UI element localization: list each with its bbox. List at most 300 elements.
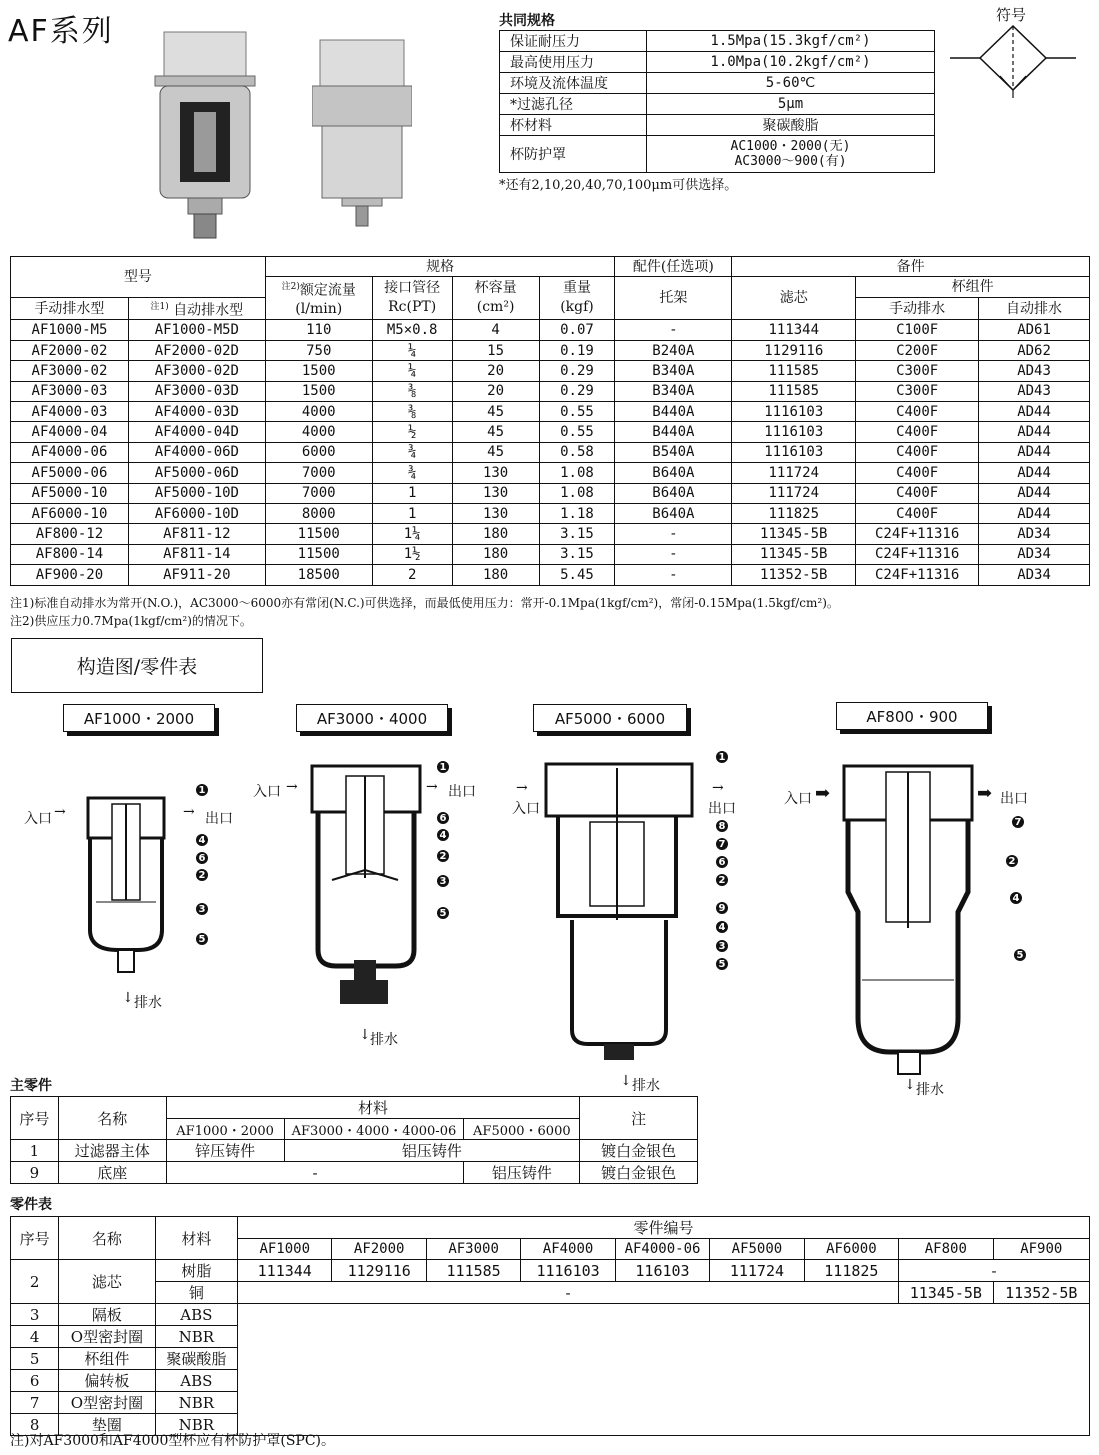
table-cell: C400F	[856, 442, 979, 462]
cell-no: 8	[11, 1414, 59, 1436]
spec-key: 杯防护罩	[500, 136, 647, 173]
table-cell: -	[615, 565, 732, 585]
main-parts-heading: 主零件	[10, 1078, 52, 1094]
header-name: 名称	[58, 1097, 166, 1140]
table-cell: 1	[372, 483, 452, 503]
callout-badge: 3	[716, 940, 728, 952]
header-auto-label: 自动排水型	[173, 302, 244, 319]
table-cell: C300F	[856, 381, 979, 401]
table-cell: 20	[452, 381, 539, 401]
diagram-af3000-4000	[310, 762, 440, 1024]
table-cell: AD44	[979, 422, 1090, 442]
spec-value: 聚碳酸脂	[647, 115, 935, 136]
table-cell: 11345-5B	[732, 524, 856, 544]
table-cell: 111585	[732, 361, 856, 381]
table-cell: 3.15	[539, 544, 615, 564]
table-cell: AD34	[979, 565, 1090, 585]
model-spec-table	[10, 256, 1090, 586]
diagram-model-label: AF3000・4000	[296, 704, 448, 732]
table-cell: AD43	[979, 361, 1090, 381]
note-1: 注1)标准自动排水为常开(N.O.)，AC3000～6000亦有常闭(N.C.)可供选择，而最低使用压力：常开-0.1Mpa(1kgf/cm²)，常闭-0.15Mpa(1.5kgf/cm²)。	[10, 596, 839, 610]
callout-badge: 6	[716, 856, 728, 868]
product-photo-auto-drain	[312, 38, 412, 233]
table-cell: AF800-12	[11, 524, 129, 544]
cell-no: 6	[11, 1370, 59, 1392]
table-cell: 1	[372, 503, 452, 523]
cell-partno: -	[238, 1282, 899, 1304]
table-cell: AD44	[979, 463, 1090, 483]
spec-value-line: AC1000・2000(无)	[730, 139, 851, 154]
diagram-af800-900	[840, 762, 980, 1078]
common-specs-table	[499, 30, 935, 173]
cell-partno: -	[899, 1260, 1090, 1282]
table-cell: C24F+11316	[856, 544, 979, 564]
table-cell: AD44	[979, 402, 1090, 422]
cell-name: 滤芯	[59, 1260, 155, 1304]
table-cell: 0.07	[539, 320, 615, 340]
header-model: AF2000	[332, 1239, 426, 1260]
cell-partno: 111724	[710, 1260, 804, 1282]
arrow-right-icon: →	[286, 779, 298, 795]
table-cell: 45	[452, 422, 539, 442]
table-cell: C400F	[856, 503, 979, 523]
table-cell: AF6000-10D	[128, 503, 265, 523]
callout-badge: 4	[716, 921, 728, 933]
arrow-right-icon: ➡	[977, 783, 993, 804]
header-flow-label: 额定流量	[299, 282, 356, 299]
table-cell: 4000	[265, 402, 372, 422]
spec-row	[500, 115, 935, 136]
table-cell: ¾	[372, 463, 452, 483]
table-cell: AF6000-10	[11, 503, 129, 523]
spec-key: *过滤孔径	[500, 94, 647, 115]
outlet-label: 出口	[448, 784, 476, 800]
arrow-right-icon: ➡	[815, 783, 831, 804]
table-cell: AD34	[979, 544, 1090, 564]
outlet-label: 出口	[205, 811, 233, 827]
table-cell: AF3000-03	[11, 381, 129, 401]
diagram-af1000-2000	[60, 790, 190, 980]
table-cell: 110	[265, 320, 372, 340]
diagram-af5000-6000	[544, 760, 694, 1070]
cell-material: NBR	[155, 1326, 237, 1348]
table-cell: AD44	[979, 442, 1090, 462]
table-cell: C400F	[856, 463, 979, 483]
table-cell: 11500	[265, 544, 372, 564]
table-cell: 111825	[732, 503, 856, 523]
header-model: AF4000	[521, 1239, 615, 1260]
arrow-down-icon: ↓	[904, 1077, 916, 1093]
table-cell: C400F	[856, 402, 979, 422]
product-photo-manual-drain	[150, 30, 260, 242]
table-cell: B640A	[615, 483, 732, 503]
arrow-right-icon: →	[712, 780, 724, 796]
table-cell: AF5000-10D	[128, 483, 265, 503]
cell-no: 4	[11, 1326, 59, 1348]
table-cell: 20	[452, 361, 539, 381]
table-row	[11, 1260, 1090, 1282]
spec-value: 5μm	[647, 94, 935, 115]
table-cell: AD44	[979, 503, 1090, 523]
header-flow-unit: (l/min)	[295, 301, 343, 318]
table-cell: B540A	[615, 442, 732, 462]
cell-material: -	[166, 1162, 464, 1184]
table-cell: AF800-14	[11, 544, 129, 564]
header-port	[372, 277, 452, 320]
table-cell: 6000	[265, 442, 372, 462]
table-row	[11, 1282, 1090, 1304]
header-model: AF800	[899, 1239, 993, 1260]
callout-badge: 2	[716, 874, 728, 886]
table-cell: B440A	[615, 402, 732, 422]
table-cell: AF4000-06	[11, 442, 129, 462]
cell-no: 9	[11, 1162, 59, 1184]
table-cell: C100F	[856, 320, 979, 340]
inlet-label: 入口	[512, 801, 540, 817]
spec-notes	[10, 594, 839, 630]
table-cell: AF4000-03	[11, 402, 129, 422]
header-manual: 手动排水型	[11, 297, 129, 320]
header-spare: 备件	[732, 257, 1090, 277]
table-cell: 1.18	[539, 503, 615, 523]
table-cell: 1116103	[732, 422, 856, 442]
cell-partno: 111344	[238, 1260, 332, 1282]
table-cell: C200F	[856, 340, 979, 360]
table-cell: 0.29	[539, 361, 615, 381]
cell-no: 2	[11, 1260, 59, 1304]
table-cell: AF4000-04D	[128, 422, 265, 442]
table-row	[11, 1140, 698, 1162]
table-row	[11, 463, 1090, 483]
arrow-down-icon: ↓	[620, 1073, 632, 1089]
table-cell: C24F+11316	[856, 565, 979, 585]
table-cell: 180	[452, 524, 539, 544]
callout-badge: 5	[716, 958, 728, 970]
cell-name: O型密封圈	[59, 1392, 155, 1414]
table-row	[11, 422, 1090, 442]
table-cell: B640A	[615, 463, 732, 483]
inlet-label: 入口	[784, 791, 812, 807]
outlet-label: 出口	[708, 801, 736, 817]
header-spec: 规格	[265, 257, 615, 277]
callout-badge: 2	[1006, 855, 1018, 867]
header-auto-drain: 自动排水	[979, 297, 1090, 320]
table-cell: B240A	[615, 340, 732, 360]
cell-name: 过滤器主体	[58, 1140, 166, 1162]
spec-row	[500, 73, 935, 94]
footnote: 注)对AF3000和AF4000型杯应有杯防护罩(SPC)。	[10, 1433, 336, 1449]
table-cell: AF900-20	[11, 565, 129, 585]
cell-name: 垫圈	[59, 1414, 155, 1436]
table-cell: 130	[452, 503, 539, 523]
main-parts-table	[10, 1096, 698, 1184]
table-cell: 1½	[372, 544, 452, 564]
table-cell: 8000	[265, 503, 372, 523]
inlet-label: 入口	[253, 784, 281, 800]
spec-row	[500, 94, 935, 115]
header-model: AF6000	[804, 1239, 898, 1260]
table-row	[11, 402, 1090, 422]
filter-symbol-icon	[948, 22, 1078, 102]
table-cell: 18500	[265, 565, 372, 585]
header-element: 滤芯	[732, 277, 856, 320]
table-cell: 3.15	[539, 524, 615, 544]
table-row	[11, 1162, 698, 1184]
table-cell: ½	[372, 422, 452, 442]
cell-material: 树脂	[155, 1260, 237, 1282]
header-m1: AF1000・2000	[166, 1119, 284, 1140]
table-cell: AF2000-02	[11, 340, 129, 360]
table-cell: 1¼	[372, 524, 452, 544]
table-cell: 7000	[265, 483, 372, 503]
table-cell: 7000	[265, 463, 372, 483]
cell-partno: 1129116	[332, 1260, 426, 1282]
header-no: 序号	[11, 1097, 59, 1140]
table-cell: AF4000-03D	[128, 402, 265, 422]
header-cup-assy: 杯组件	[856, 277, 1090, 297]
cell-partno: 116103	[615, 1260, 709, 1282]
table-cell: B640A	[615, 503, 732, 523]
table-cell: 111724	[732, 463, 856, 483]
arrow-down-icon: ↓	[359, 1027, 371, 1043]
header-no: 序号	[11, 1217, 59, 1260]
parts-heading: 零件表	[10, 1197, 52, 1213]
table-cell: 4000	[265, 422, 372, 442]
spec-key: 保证耐压力	[500, 31, 647, 52]
note-2: 注2)供应压力0.7Mpa(1kgf/cm²)的情况下。	[10, 614, 252, 628]
table-cell: 1.08	[539, 463, 615, 483]
cell-material: NBR	[155, 1392, 237, 1414]
cell-name: 底座	[58, 1162, 166, 1184]
table-cell: AF5000-06D	[128, 463, 265, 483]
header-material: 材料	[155, 1217, 237, 1260]
cell-material: ABS	[155, 1304, 237, 1326]
drain-label: 排水	[916, 1082, 944, 1098]
spec-row	[500, 136, 935, 173]
table-cell: C300F	[856, 361, 979, 381]
table-cell: -	[615, 544, 732, 564]
spec-value-line: AC3000～900(有)	[734, 154, 847, 169]
callout-badge: 8	[716, 820, 728, 832]
header-option: 配件(任选项)	[615, 257, 732, 277]
symbol-label: 符号	[996, 6, 1027, 24]
callout-badge: 9	[716, 902, 728, 914]
table-cell: 180	[452, 565, 539, 585]
table-cell: C400F	[856, 422, 979, 442]
table-cell: 130	[452, 483, 539, 503]
table-cell: AF5000-06	[11, 463, 129, 483]
spec-row	[500, 52, 935, 73]
arrow-right-icon: →	[516, 780, 528, 796]
table-cell: ⅜	[372, 402, 452, 422]
spec-value	[647, 136, 935, 173]
table-cell: AF4000-04	[11, 422, 129, 442]
cell-material: 铝压铸件	[464, 1162, 580, 1184]
table-cell: 1116103	[732, 442, 856, 462]
cell-name: O型密封圈	[59, 1326, 155, 1348]
diagram-model-label: AF1000・2000	[63, 704, 215, 732]
header-model: AF900	[993, 1239, 1089, 1260]
cell-material: 锌压铸件	[166, 1140, 284, 1162]
spec-key: 最高使用压力	[500, 52, 647, 73]
table-cell: AF811-12	[128, 524, 265, 544]
header-weight-label: 重量	[562, 280, 591, 297]
diagram-model-label: AF5000・6000	[533, 704, 687, 732]
callout-badge: 1	[196, 784, 208, 796]
callout-badge: 2	[437, 850, 449, 862]
header-model: AF3000	[426, 1239, 520, 1260]
cell-no: 5	[11, 1348, 59, 1370]
table-cell: ¼	[372, 361, 452, 381]
table-cell: 4	[452, 320, 539, 340]
table-cell: 111344	[732, 320, 856, 340]
header-cup-label: 杯容量	[474, 280, 517, 297]
table-cell: 15	[452, 340, 539, 360]
table-cell: AF5000-10	[11, 483, 129, 503]
cell-material: ABS	[155, 1370, 237, 1392]
header-port-label: 接口管径	[384, 280, 441, 297]
arrow-right-icon: →	[426, 779, 438, 795]
table-cell: B340A	[615, 361, 732, 381]
table-row	[11, 544, 1090, 564]
cell-note: 镀白金银色	[580, 1162, 698, 1184]
table-cell: 1500	[265, 381, 372, 401]
table-cell: AF3000-02	[11, 361, 129, 381]
callout-badge: 7	[1012, 816, 1024, 828]
table-row	[11, 320, 1090, 340]
table-cell: AF911-20	[128, 565, 265, 585]
cell-material: 铜	[155, 1282, 237, 1304]
header-flow-note: 注2)	[281, 281, 300, 292]
table-cell: 2	[372, 565, 452, 585]
callout-badge: 5	[196, 933, 208, 945]
header-auto-note: 注1)	[150, 301, 169, 312]
arrow-down-icon: ↓	[122, 990, 134, 1006]
table-cell: ⅜	[372, 381, 452, 401]
table-cell: B340A	[615, 381, 732, 401]
table-row	[11, 361, 1090, 381]
header-weight-unit: (kgf)	[560, 299, 594, 316]
table-cell: 111585	[732, 381, 856, 401]
page-title: AF系列	[8, 14, 114, 49]
table-row	[11, 1304, 1090, 1326]
drain-label: 排水	[632, 1078, 660, 1094]
table-cell: 111724	[732, 483, 856, 503]
header-name: 名称	[59, 1217, 155, 1260]
header-cup	[452, 277, 539, 320]
table-cell: 180	[452, 544, 539, 564]
table-row	[11, 483, 1090, 503]
table-cell: C24F+11316	[856, 524, 979, 544]
header-weight	[539, 277, 615, 320]
table-cell: 0.55	[539, 422, 615, 442]
header-material: 材料	[166, 1097, 580, 1119]
inlet-label: 入口	[24, 811, 52, 827]
cell-name: 隔板	[59, 1304, 155, 1326]
cell-no: 3	[11, 1304, 59, 1326]
header-model: AF4000-06	[615, 1239, 709, 1260]
table-cell: 130	[452, 463, 539, 483]
empty-area	[238, 1304, 1090, 1436]
table-cell: ¼	[372, 340, 452, 360]
cell-no: 7	[11, 1392, 59, 1414]
cell-note: 镀白金银色	[580, 1140, 698, 1162]
callout-badge: 7	[716, 838, 728, 850]
common-specs-heading: 共同规格	[499, 13, 555, 29]
header-port-unit: Rc(PT)	[388, 299, 437, 316]
cell-partno: 11352-5B	[993, 1282, 1089, 1304]
table-cell: -	[615, 524, 732, 544]
cell-material: 铝压铸件	[284, 1140, 580, 1162]
cell-partno: 111825	[804, 1260, 898, 1282]
spec-value: 5-60℃	[647, 73, 935, 94]
table-cell: AD44	[979, 483, 1090, 503]
callout-badge: 2	[196, 869, 208, 881]
cell-partno: 111585	[426, 1260, 520, 1282]
table-cell: AF1000-M5D	[128, 320, 265, 340]
callout-badge: 3	[437, 875, 449, 887]
drain-label: 排水	[370, 1032, 398, 1048]
table-cell: AD61	[979, 320, 1090, 340]
table-cell: 1116103	[732, 402, 856, 422]
callout-badge: 1	[437, 761, 449, 773]
callout-badge: 1	[716, 751, 728, 763]
header-model: AF5000	[710, 1239, 804, 1260]
callout-badge: 4	[196, 834, 208, 846]
table-cell: AD34	[979, 524, 1090, 544]
callout-badge: 6	[196, 852, 208, 864]
arrow-right-icon: →	[54, 804, 66, 820]
cell-name: 偏转板	[59, 1370, 155, 1392]
table-cell: 750	[265, 340, 372, 360]
callout-badge: 4	[437, 829, 449, 841]
callout-badge: 5	[437, 907, 449, 919]
arrow-right-icon: →	[183, 804, 195, 820]
cell-name: 杯组件	[59, 1348, 155, 1370]
table-cell: 11345-5B	[732, 544, 856, 564]
table-cell: AD43	[979, 381, 1090, 401]
header-partno: 零件编号	[238, 1217, 1090, 1239]
cell-material: NBR	[155, 1414, 237, 1436]
header-manual-drain: 手动排水	[856, 297, 979, 320]
table-cell: 1500	[265, 361, 372, 381]
header-m3: AF5000・6000	[464, 1119, 580, 1140]
table-row	[11, 340, 1090, 360]
table-cell: M5×0.8	[372, 320, 452, 340]
table-cell: 11500	[265, 524, 372, 544]
spec-value: 1.0Mpa(10.2kgf/cm²)	[647, 52, 935, 73]
table-cell: -	[615, 320, 732, 340]
table-cell: 45	[452, 402, 539, 422]
spec-value: 1.5Mpa(15.3kgf/cm²)	[647, 31, 935, 52]
table-cell: AF3000-02D	[128, 361, 265, 381]
diagram-model-label: AF800・900	[836, 702, 988, 730]
table-cell: 1129116	[732, 340, 856, 360]
table-cell: AF3000-03D	[128, 381, 265, 401]
table-row	[11, 524, 1090, 544]
table-cell: 1.08	[539, 483, 615, 503]
cell-no: 1	[11, 1140, 59, 1162]
table-cell: AF1000-M5	[11, 320, 129, 340]
header-bracket: 托架	[615, 277, 732, 320]
spec-row	[500, 31, 935, 52]
table-cell: AF4000-06D	[128, 442, 265, 462]
section-title: 构造图/零件表	[11, 638, 263, 693]
table-cell: 0.58	[539, 442, 615, 462]
table-cell: 11352-5B	[732, 565, 856, 585]
callout-badge: 4	[1010, 892, 1022, 904]
table-row	[11, 565, 1090, 585]
